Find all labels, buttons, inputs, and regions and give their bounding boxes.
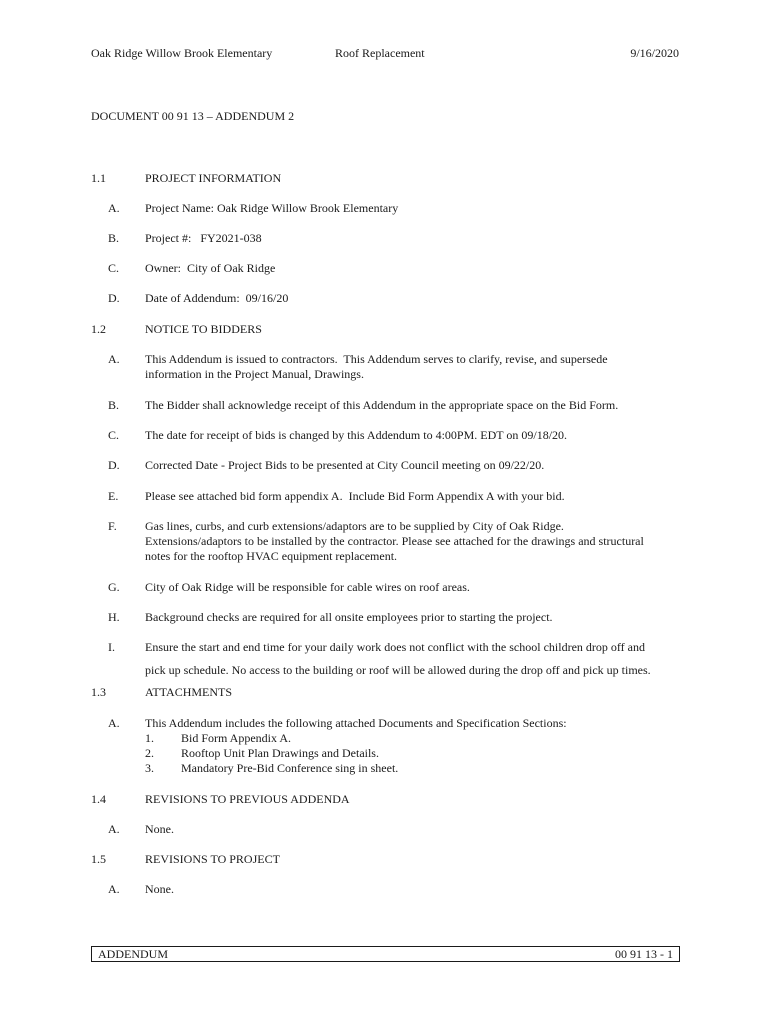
item-text: Project #: FY2021-038 — [145, 231, 262, 245]
item-letter: G. — [108, 580, 120, 594]
item-letter: B. — [108, 398, 120, 412]
item-text: The date for receipt of bids is changed by this Addendum to 4:00PM. EDT on 09/18/20. — [145, 428, 568, 442]
item-text-line: notes for the rooftop HVAC equipment replacement. — [145, 549, 398, 563]
item-letter: B. — [108, 231, 120, 245]
item-letter: A. — [108, 716, 120, 730]
item-letter: H. — [108, 610, 120, 624]
item-text-line: information in the Project Manual, Drawings. — [145, 367, 364, 381]
item-text: The Bidder shall acknowledge receipt of this Addendum in the appropriate space on the Bid Form. — [145, 398, 619, 412]
section-number: 1.2 — [91, 322, 106, 336]
item-text-line: This Addendum is issued to contractors. This Addendum serves to clarify, revise, and supersede — [145, 352, 608, 366]
item-text: Background checks are required for all onsite employees prior to starting the project. — [145, 610, 553, 624]
item-letter: A. — [108, 822, 120, 836]
attachment-number: 2. — [145, 746, 154, 760]
attachment-item — [145, 746, 680, 761]
item-letter: D. — [108, 458, 120, 472]
item-letter: D. — [108, 291, 120, 305]
item-text: Date of Addendum: 09/16/20 — [145, 291, 289, 305]
item-text-line: This Addendum includes the following attached Documents and Specification Sections: — [145, 716, 567, 730]
item-letter: F. — [108, 519, 117, 533]
item-letter: C. — [108, 261, 120, 275]
attachment-item — [145, 731, 680, 746]
section-title: REVISIONS TO PROJECT — [145, 852, 280, 866]
item-letter: I. — [108, 640, 115, 654]
section-title: PROJECT INFORMATION — [145, 171, 282, 185]
item-text: None. — [145, 882, 174, 896]
item-letter: A. — [108, 352, 120, 366]
item-text-line: Extensions/adaptors to be installed by the contractor. Please see attached for the drawings and structural — [145, 534, 644, 548]
header-project-type: Roof Replacement — [335, 46, 425, 60]
page-header — [91, 46, 679, 62]
page-footer — [91, 946, 680, 962]
section-number: 1.1 — [91, 171, 106, 185]
attachment-list — [145, 731, 680, 776]
section-title: ATTACHMENTS — [145, 685, 233, 699]
item-text — [145, 352, 680, 382]
item-letter: A. — [108, 882, 120, 896]
attachment-text: Mandatory Pre-Bid Conference sing in sheet. — [181, 761, 399, 775]
attachment-number: 1. — [145, 731, 154, 745]
footer-page-number: 00 91 13 - 1 — [615, 947, 673, 961]
section-number: 1.5 — [91, 852, 106, 866]
section-number: 1.4 — [91, 792, 106, 806]
item-text: None. — [145, 822, 174, 836]
header-project-name: Oak Ridge Willow Brook Elementary — [91, 46, 273, 60]
item-letter: C. — [108, 428, 120, 442]
attachment-text: Bid Form Appendix A. — [181, 731, 292, 745]
item-text: Owner: City of Oak Ridge — [145, 261, 276, 275]
item-text — [145, 640, 680, 678]
item-text-line: pick up schedule. No access to the building or roof will be allowed during the drop off and pick up times. — [145, 663, 651, 677]
attachment-number: 3. — [145, 761, 154, 775]
section-number: 1.3 — [91, 685, 106, 699]
footer-document-type: ADDENDUM — [98, 947, 168, 961]
item-text: Project Name: Oak Ridge Willow Brook Elementary — [145, 201, 399, 215]
item-letter: E. — [108, 489, 119, 503]
item-text — [145, 716, 680, 776]
section-title: NOTICE TO BIDDERS — [145, 322, 262, 336]
item-text: Please see attached bid form appendix A. Include Bid Form Appendix A with your bid. — [145, 489, 565, 503]
item-text-line: Ensure the start and end time for your daily work does not conflict with the school children drop off and — [145, 640, 645, 654]
item-text: City of Oak Ridge will be responsible for cable wires on roof areas. — [145, 580, 470, 594]
header-date: 9/16/2020 — [630, 46, 679, 60]
item-text-line: Gas lines, curbs, and curb extensions/adaptors are to be supplied by City of Oak Ridge. — [145, 519, 564, 533]
attachment-text: Rooftop Unit Plan Drawings and Details. — [181, 746, 379, 760]
item-letter: A. — [108, 201, 120, 215]
attachment-item — [145, 761, 680, 776]
item-text — [145, 519, 680, 564]
item-text: Corrected Date - Project Bids to be presented at City Council meeting on 09/22/20. — [145, 458, 545, 472]
document-title: DOCUMENT 00 91 13 – ADDENDUM 2 — [91, 109, 295, 123]
section-title: REVISIONS TO PREVIOUS ADDENDA — [145, 792, 350, 806]
